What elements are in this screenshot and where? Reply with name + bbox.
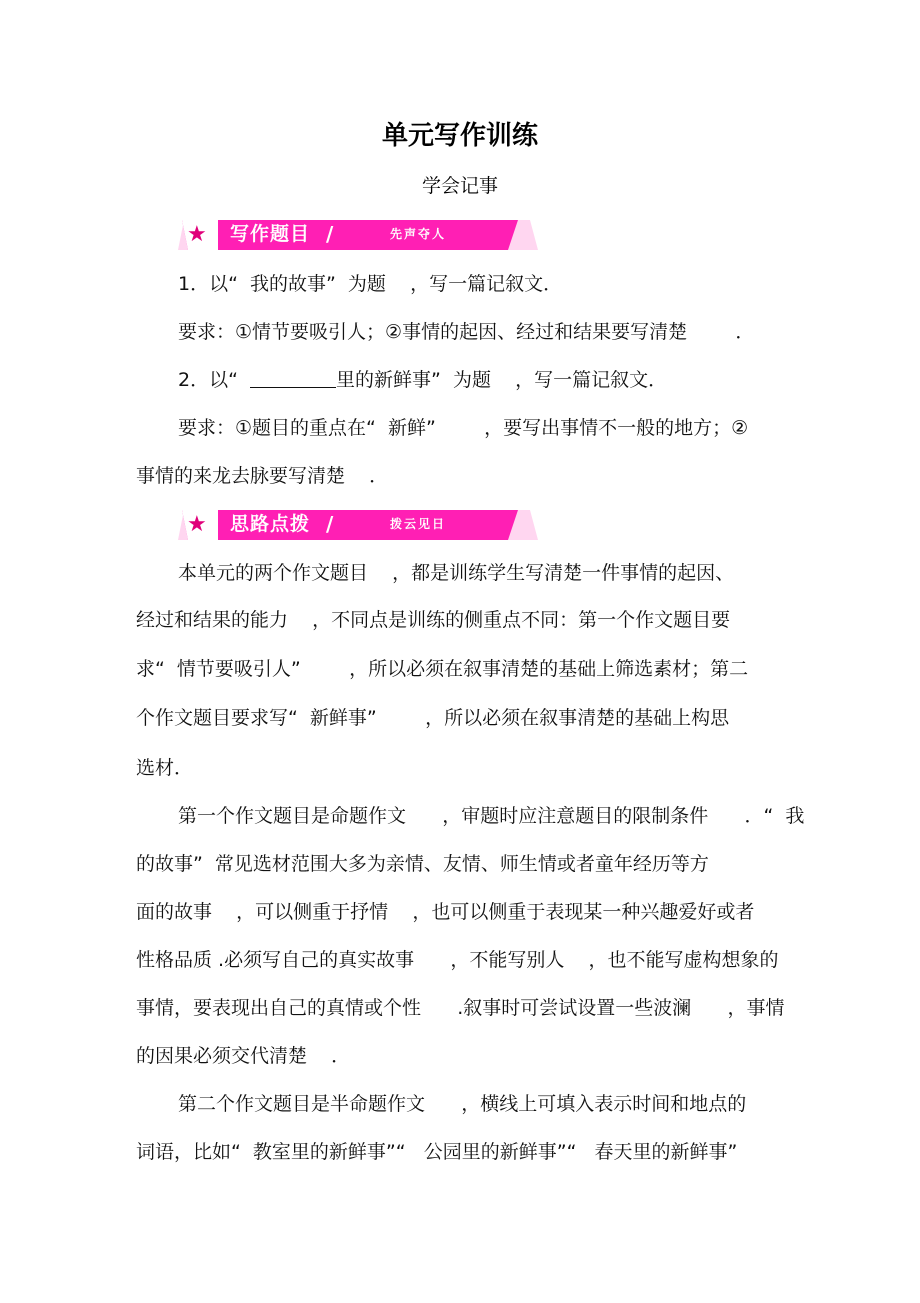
topic-2-prefix: 2．以“ — [178, 369, 251, 391]
topic-2-requirement: 要求：①题目的重点在“ 新鲜” ，要写出事情不一般的地方；② — [178, 417, 749, 439]
section-banner-tips — [178, 506, 538, 544]
banner-label: 思路点拨 — [230, 513, 311, 535]
section-banner-topic — [178, 216, 538, 254]
page-subtitle: 学会记事 — [421, 175, 498, 197]
slash-icon: / — [326, 512, 334, 536]
banner-label: 写作题目 — [230, 223, 311, 245]
paragraph-line: 求“ 情节要吸引人” ，所以必须在叙事清楚的基础上筛选素材；第二 — [136, 658, 749, 680]
banner-tag: 拨云见日 — [390, 517, 447, 531]
paragraph-line: 第二个作文题目是半命题作文 ，横线上可填入表示时间和地点的 — [178, 1093, 747, 1115]
paragraph-line: 本单元的两个作文题目 ，都是训练学生写清楚一件事情的起因、 — [178, 562, 735, 584]
paragraph-line: 第一个作文题目是命题作文 ，审题时应注意题目的限制条件 ．“ 我 — [178, 805, 805, 827]
paragraph-line: 词语，比如“ 教室里的新鲜事”“ 公园里的新鲜事”“ 春天里的新鲜事” — [136, 1141, 738, 1163]
topic-2-suffix: 里的新鲜事” 为题 ，写一篇记叙文． — [336, 369, 668, 391]
paragraph-line: 经过和结果的能力 ，不同点是训练的侧重点不同：第一个作文题目要 — [136, 609, 731, 631]
paragraph-line: 面的故事 ，可以侧重于抒情 ，也可以侧重于表现某一种兴趣爱好或者 — [136, 901, 755, 923]
paragraph-line: 性格品质 .必须写自己的真实故事 ，不能写别人 ，也不能写虚构想象的 — [136, 949, 779, 971]
star-icon: ★ — [187, 222, 207, 247]
slash-icon: / — [326, 222, 334, 246]
topic-1: 1．以“ 我的故事” 为题 ，写一篇记叙文． — [178, 273, 563, 295]
paragraph-line: 的因果必须交代清楚 ． — [136, 1045, 351, 1067]
fill-blank — [250, 367, 336, 388]
topic-2 — [178, 366, 838, 394]
paragraph-line: 个作文题目要求写“ 新鲜事” ，所以必须在叙事清楚的基础上构思 — [136, 707, 730, 729]
star-icon: ★ — [187, 512, 207, 537]
paragraph-line: 事情，要表现出自己的真情或个性 .叙事时可尝试设置一些波澜 ，事情 — [136, 997, 785, 1019]
banner-tag: 先声夺人 — [390, 227, 447, 241]
paragraph-line: 的故事” 常见选材范围大多为亲情、友情、师生情或者童年经历等方 — [136, 853, 709, 875]
topic-2-requirement-cont: 事情的来龙去脉要写清楚 ． — [136, 465, 389, 487]
page-title: 单元写作训练 — [381, 121, 538, 151]
topic-1-requirement: 要求：①情节要吸引人；②事情的起因、经过和结果要写清楚 ． — [178, 321, 755, 343]
paragraph-line: 选材． — [136, 757, 194, 779]
